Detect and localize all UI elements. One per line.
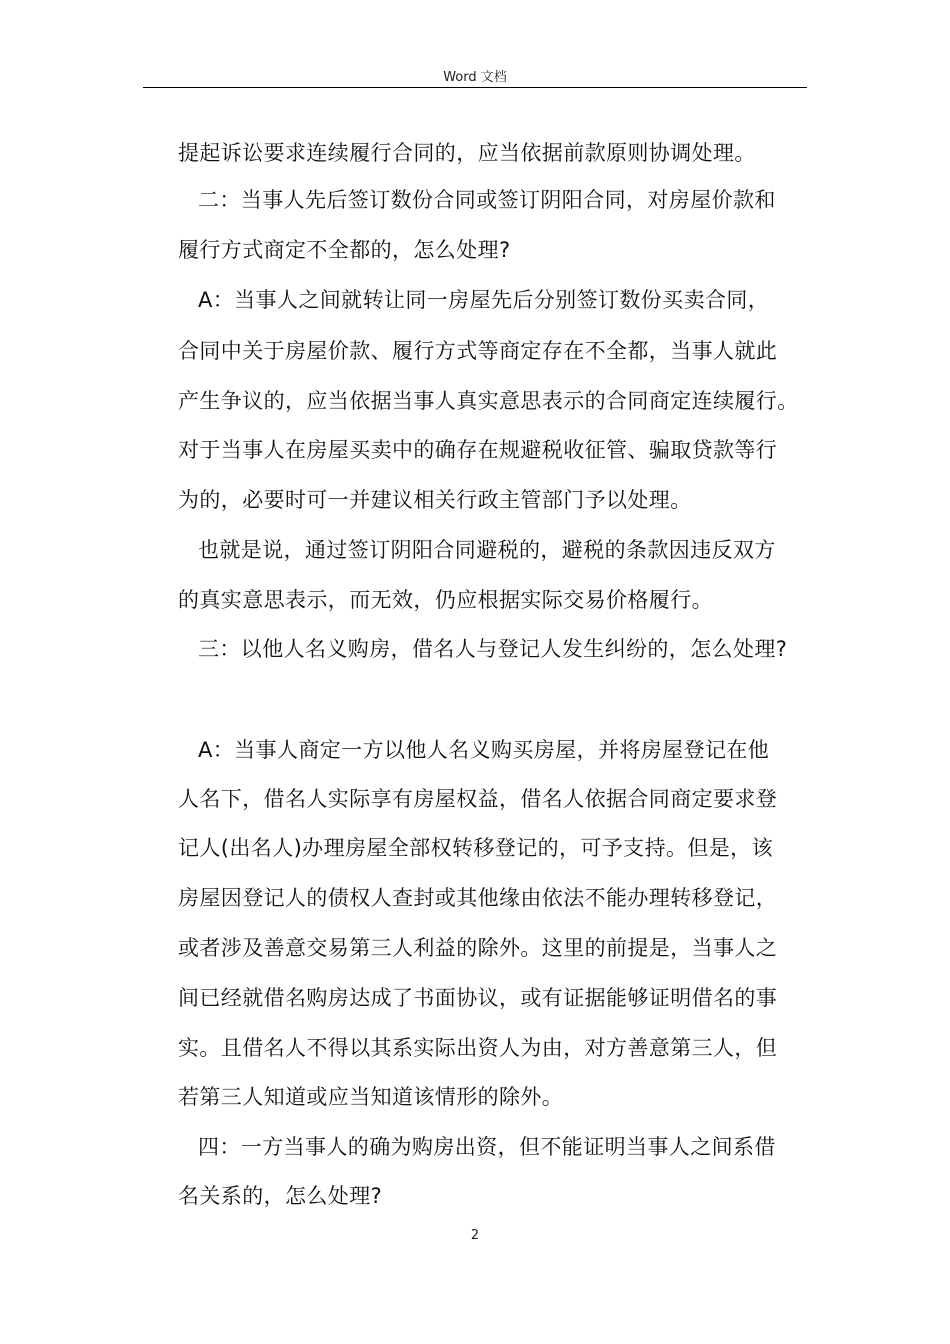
header-label: Word 文档 [443, 70, 507, 85]
text-line: 二：当事人先后签订数份合同或签订阴阳合同，对房屋价款和 [198, 188, 776, 212]
text-line: 四：一方当事人的确为购房出资，但不能证明当事人之间系借 [198, 1135, 776, 1159]
text-line: 或者涉及善意交易第三人利益的除外。这里的前提是，当事人之 [178, 936, 778, 960]
text-line: 提起诉讼要求连续履行合同的，应当依据前款原则协调处理。 [178, 141, 756, 165]
text-line: 合同中关于房屋价款、履行方式等商定存在不全都，当事人就此 [178, 339, 778, 363]
text-line: 若第三人知道或应当知道该情形的除外。 [178, 1085, 564, 1109]
text-line: 对于当事人在房屋买卖中的确存在规避税收征管、骗取贷款等行 [178, 438, 778, 462]
text-line: 实。且借名人不得以其系实际出资人为由，对方善意第三人，但 [178, 1036, 778, 1060]
text-line: 人名下，借名人实际享有房屋权益，借名人依据合同商定要求登 [178, 787, 778, 811]
text-line: 为的，必要时可一并建议相关行政主管部门予以处理。 [178, 488, 692, 512]
text-line: 产生争议的，应当依据当事人真实意思表示的合同商定连续履行。 [178, 389, 799, 413]
text-line: A：当事人之间就转让同一房屋先后分别签订数份买卖合同， [198, 288, 770, 312]
text-line: 房屋因登记人的债权人查封或其他缘由依法不能办理转移登记， [178, 886, 778, 910]
text-line: A：当事人商定一方以他人名义购买房屋，并将房屋登记在他 [198, 738, 770, 762]
text-line: 也就是说，通过签订阴阳合同避税的，避税的条款因违反双方 [198, 538, 776, 562]
text-line: 履行方式商定不全都的，怎么处理? [178, 238, 511, 262]
text-line: 记人(出名人)办理房屋全部权转移登记的，可予支持。但是，该 [178, 836, 773, 860]
text-line: 的真实意思表示，而无效，仍应根据实际交易价格履行。 [178, 588, 713, 612]
text-line: 名关系的，怎么处理? [178, 1184, 383, 1208]
page-number: 2 [470, 1228, 480, 1243]
header-divider [143, 87, 807, 88]
text-line: 间已经就借名购房达成了书面协议，或有证据能够证明借名的事 [178, 986, 778, 1010]
text-line: 三：以他人名义购房，借名人与登记人发生纠纷的，怎么处理? [198, 637, 788, 661]
